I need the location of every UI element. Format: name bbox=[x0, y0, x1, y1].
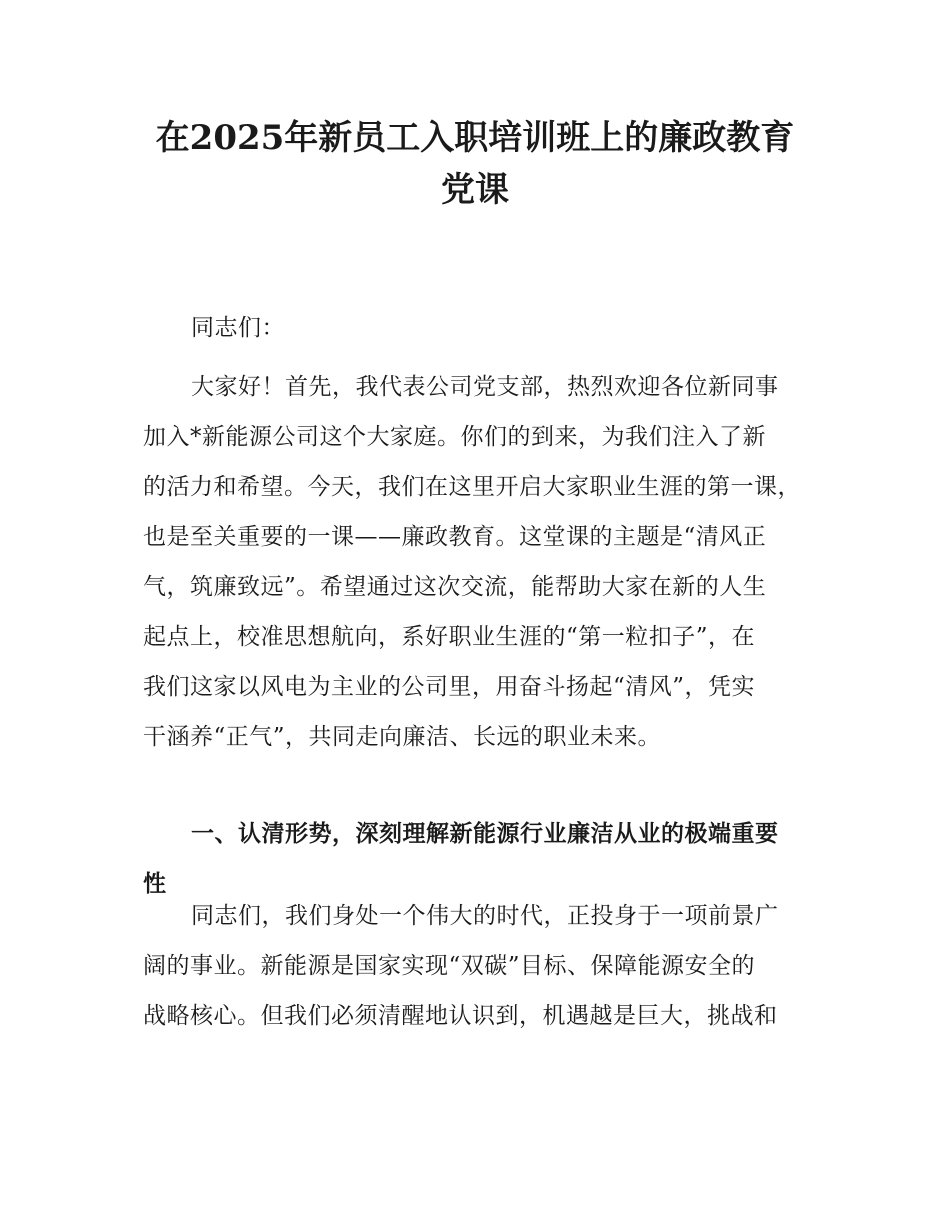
document-title: 在2025年新员工入职培训班上的廉政教育党课 bbox=[155, 118, 795, 210]
paragraph-line: 加入*新能源公司这个大家庭。你们的到来，为我们注入了新 bbox=[143, 424, 766, 450]
heading-line: 性 bbox=[143, 871, 167, 897]
salutation: 同志们： bbox=[191, 315, 285, 341]
paragraph-line: 的活力和希望。今天，我们在这里开启大家职业生涯的第一课， bbox=[143, 474, 801, 500]
heading-line: 一、认清形势，深刻理解新能源行业廉洁从业的极端重要 bbox=[191, 821, 779, 847]
paragraph-line: 起点上，校准思想航向，系好职业生涯的“第一粒扣子”，在 bbox=[143, 624, 756, 650]
paragraph-line: 也是至关重要的一课——廉政教育。这堂课的主题是“清风正 bbox=[143, 524, 767, 550]
paragraph-welcome bbox=[143, 362, 823, 762]
paragraph-line: 干涵养“正气”，共同走向廉洁、长远的职业未来。 bbox=[143, 724, 662, 750]
paragraph-line: 我们这家以风电为主业的公司里，用奋斗扬起“清风”，凭实 bbox=[143, 674, 756, 700]
paragraph-line: 战略核心。但我们必须清醒地认识到，机遇越是巨大，挑战和 bbox=[143, 1003, 778, 1029]
paragraph-line: 阔的事业。新能源是国家实现“双碳”目标、保障能源安全的 bbox=[143, 953, 756, 979]
paragraph-line: 同志们，我们身处一个伟大的时代，正投身于一项前景广 bbox=[191, 903, 779, 929]
paragraph-line: 气，筑廉致远”。希望通过这次交流，能帮助大家在新的人生 bbox=[143, 574, 767, 600]
paragraph-line: 大家好！首先，我代表公司党支部，热烈欢迎各位新同事 bbox=[191, 374, 779, 400]
paragraph-section-1 bbox=[143, 891, 823, 1041]
